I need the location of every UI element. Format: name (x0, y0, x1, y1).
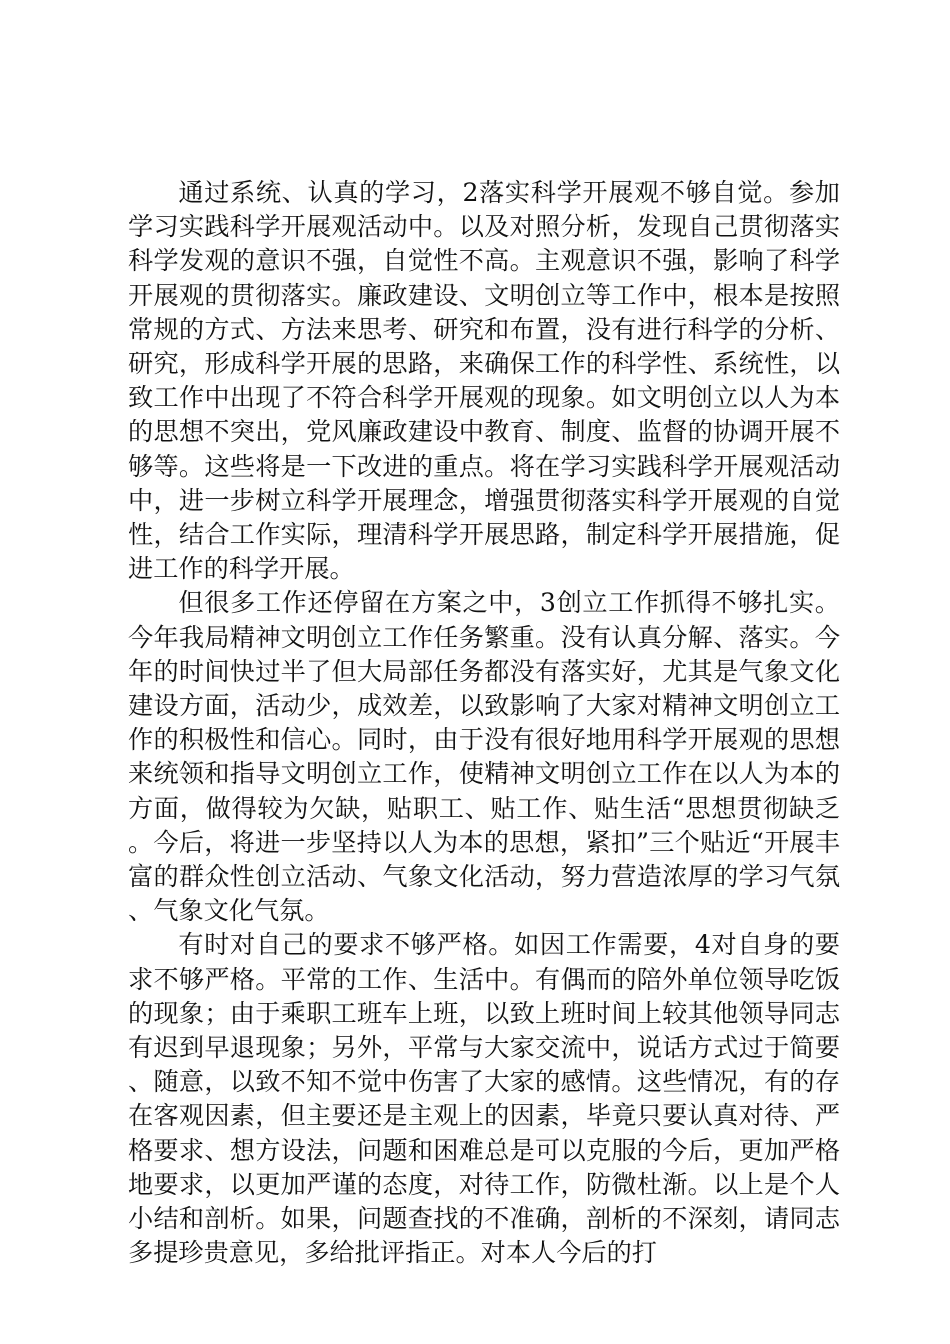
document-body (128, 176, 840, 1271)
paragraph-1: 通过系统、认真的学习，2落实科学开展观不够自觉。参加学习实践科学开展观活动中。以及对照分析，发现自己贯彻落实科学发观的意识不强，自觉性不高。主观意识不强，影响了科学开展观的贯彻落实。廉政建设、文明创立等工作中，根本是按照常规的方式、方法来思考、研究和布置，没有进行科学的分析、研究，形成科学开展的思路，来确保工作的科学性、系统性，以致工作中出现了不符合科学开展观的现象。如文明创立以人为本的思想不突出，党风廉政建设中教育、制度、监督的协调开展不够等。这些将是一下改进的重点。将在学习实践科学开展观活动中，进一步树立科学开展理念，增强贯彻落实科学开展观的自觉性，结合工作实际，理清科学开展思路，制定科学开展措施，促进工作的科学开展。 (128, 178, 840, 584)
paragraph-2: 但很多工作还停留在方案之中，3创立工作抓得不够扎实。今年我局精神文明创立工作任务繁重。没有认真分解、落实。今年的时间快过半了但大局部任务都没有落实好，尤其是气象文化建设方面，活动少，成效差，以致影响了大家对精神文明创立工作的积极性和信心。同时，由于没有很好地用科学开展观的思想来统领和指导文明创立工作，使精神文明创立工作在以人为本的方面，做得较为欠缺，贴职工、贴工作、贴生活“思想贯彻缺乏。今后，将进一步坚持以人为本的思想，紧扣”三个贴近“开展丰富的群众性创立活动、气象文化活动，努力营造浓厚的学习气氛、气象文化气氛。 (128, 588, 840, 926)
paragraph-3: 有时对自己的要求不够严格。如因工作需要，4对自身的要求不够严格。平常的工作、生活中。有偶而的陪外单位领导吃饭的现象；由于乘职工班车上班，以致上班时间上较其他领导同志有迟到早退现象；另外，平常与大家交流中，说话方式过于简要、随意，以致不知不觉中伤害了大家的感情。这些情况，有的存在客观因素，但主要还是主观上的因素，毕竟只要认真对待、严格要求、想方设法，问题和困难总是可以克服的今后，更加严格地要求，以更加严谨的态度，对待工作，防微杜渐。以上是个人小结和剖析。如果，问题查找的不准确，剖析的不深刻，请同志多提珍贵意见，多给批评指正。对本人今后的打 (128, 930, 840, 1268)
